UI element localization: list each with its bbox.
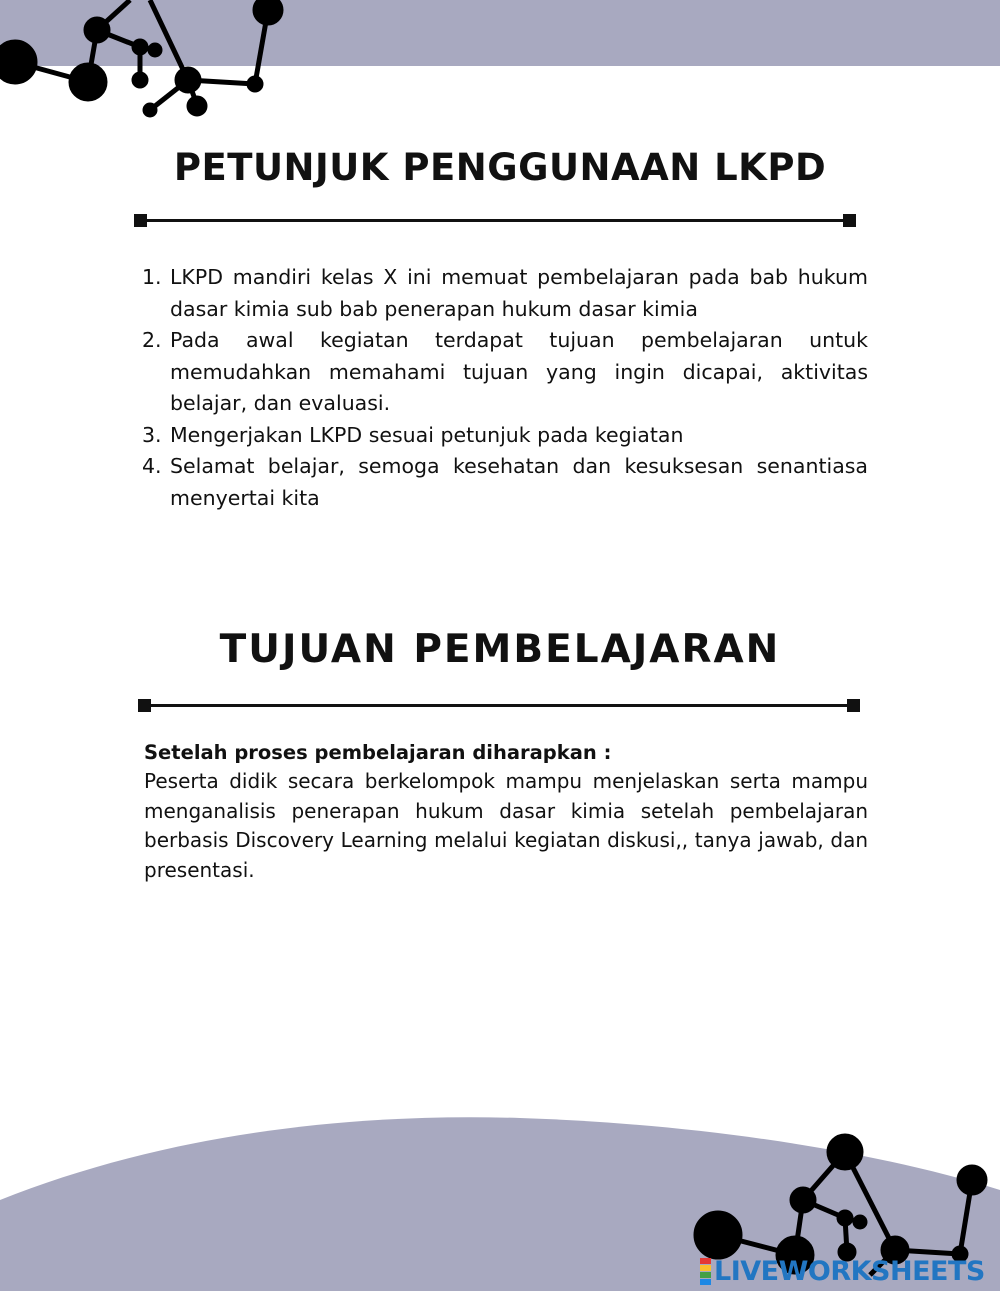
list-item-number: 3. — [142, 422, 162, 447]
list-item-number: 2. — [142, 328, 162, 352]
learning-goals-intro: Setelah proses pembelajaran diharapkan : — [144, 741, 612, 764]
liveworksheets-link[interactable] — [700, 1256, 985, 1286]
molecule-icon-top-left — [0, 0, 281, 115]
section-title-instructions: PETUNJUK PENGGUNAAN LKPD — [173, 146, 827, 189]
list-item — [142, 325, 868, 420]
liveworksheets-logo-icon — [700, 1258, 711, 1285]
list-item — [142, 420, 868, 452]
title-divider-2 — [144, 704, 854, 707]
brand-name: LIVEWORKSHEETS — [714, 1255, 985, 1287]
list-item-text: Selamat belajar, semoga kesehatan dan kesuksesan senantiasa menyertai kita — [170, 454, 868, 510]
list-item-text: Mengerjakan LKPD sesuai petunjuk pada kegiatan — [170, 422, 684, 447]
section-title-learning-goals: TUJUAN PEMBELAJARAN — [219, 627, 781, 672]
learning-goals-body: Peserta didik secara berkelompok mampu menjelaskan serta mampu menganalisis penerapan hukum dasar kimia setelah pembelajaran berbasis Discovery Learning melalui kegiatan diskusi,, tanya jawab, dan presentasi. — [144, 769, 868, 882]
list-item — [142, 262, 868, 325]
list-item-text: LKPD mandiri kelas X ini memuat pembelajaran pada bab hukum dasar kimia sub bab penerapan hukum dasar kimia — [170, 265, 868, 321]
instruction-list — [142, 262, 868, 514]
list-item-number: 4. — [142, 454, 162, 478]
title-divider-1 — [140, 219, 850, 222]
list-item — [142, 451, 868, 514]
list-item-text: Pada awal kegiatan terdapat tujuan pembelajaran untuk memudahkan memahami tujuan yang ingin dicapai, aktivitas belajar, dan evaluasi. — [170, 328, 868, 415]
list-item-number: 1. — [142, 265, 162, 289]
